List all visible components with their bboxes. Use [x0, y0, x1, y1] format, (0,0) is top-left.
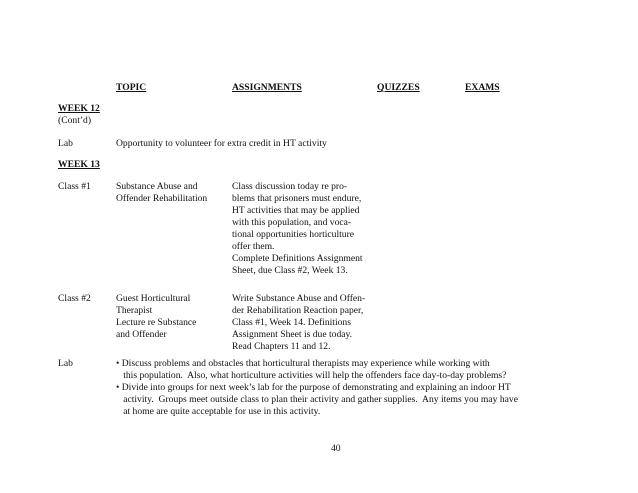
class1-topic [116, 181, 207, 205]
class1-assignment-line: tional opportunities horticulture [232, 229, 355, 240]
class1-assignment-line: blems that prisoners must endure, [232, 193, 362, 204]
quizzes-header: QUIZZES [377, 82, 420, 93]
lab-bullet-line: • Divide into groups for next week’s lab for the purpose of demonstrating and explaining an indoor HT [116, 382, 511, 393]
week12-lab-label: Lab [58, 138, 73, 149]
topic-header: TOPIC [116, 82, 147, 93]
class1-assignment [232, 181, 363, 277]
class2-assignment-line: Class #1, Week 14. Definitions [232, 317, 351, 328]
class1-assignment-line: Sheet, due Class #2, Week 13. [232, 265, 348, 276]
class2-label: Class #2 [58, 293, 91, 304]
week13-title: WEEK 13 [58, 159, 100, 170]
lab-bullet-line: at home are quite acceptable for use in this activity. [116, 406, 321, 417]
class2-assignment-line: Write Substance Abuse and Offen- [232, 293, 366, 304]
lab-bullet-line: activity. Groups meet outside class to plan their activity and gather supplies. Any items you may have [116, 394, 518, 405]
week13-lab-label: Lab [58, 358, 73, 369]
class1-assignment-line: HT activities that may be applied [232, 205, 360, 216]
class2-assignment [232, 293, 365, 353]
class2-topic-line: Lecture re Substance [116, 317, 197, 328]
class1-assignment-line: with this population, and voca- [232, 217, 352, 228]
class2-topic-line: Therapist [116, 305, 153, 316]
class2-topic [116, 293, 196, 341]
class2-assignment-line: der Rehabilitation Reaction paper, [232, 305, 364, 316]
class1-assignment-line: Complete Definitions Assignment [232, 253, 363, 264]
class2-topic-line: and Offender [116, 329, 167, 340]
class2-assignment-line: Read Chapters 11 and 12. [232, 341, 331, 352]
class1-assignment-line: offer them. [232, 241, 275, 252]
exams-header: EXAMS [465, 82, 500, 93]
week12-lab-topic: Opportunity to volunteer for extra credit in HT activity [116, 138, 327, 149]
class1-label: Class #1 [58, 181, 91, 192]
class1-topic-line: Offender Rehabilitation [116, 193, 208, 204]
lab-bullet-line: • Discuss problems and obstacles that horticultural therapists may experience while working with [116, 358, 490, 369]
week12-title: WEEK 12 [58, 103, 100, 114]
class2-assignment-line: Assignment Sheet is due today. [232, 329, 353, 340]
class1-topic-line: Substance Abuse and [116, 181, 198, 192]
class1-assignment-line: Class discussion today re pro- [232, 181, 348, 192]
week12-subtitle: (Cont’d) [58, 115, 92, 126]
week13-lab-bullets [116, 358, 518, 418]
lab-bullet-line: this population. Also, what horticulture activities will help the offenders face day-to-day problems? [116, 370, 507, 381]
page-number: 40 [331, 443, 341, 454]
assignments-header: ASSIGNMENTS [232, 82, 302, 93]
class2-topic-line: Guest Horticultural [116, 293, 191, 304]
